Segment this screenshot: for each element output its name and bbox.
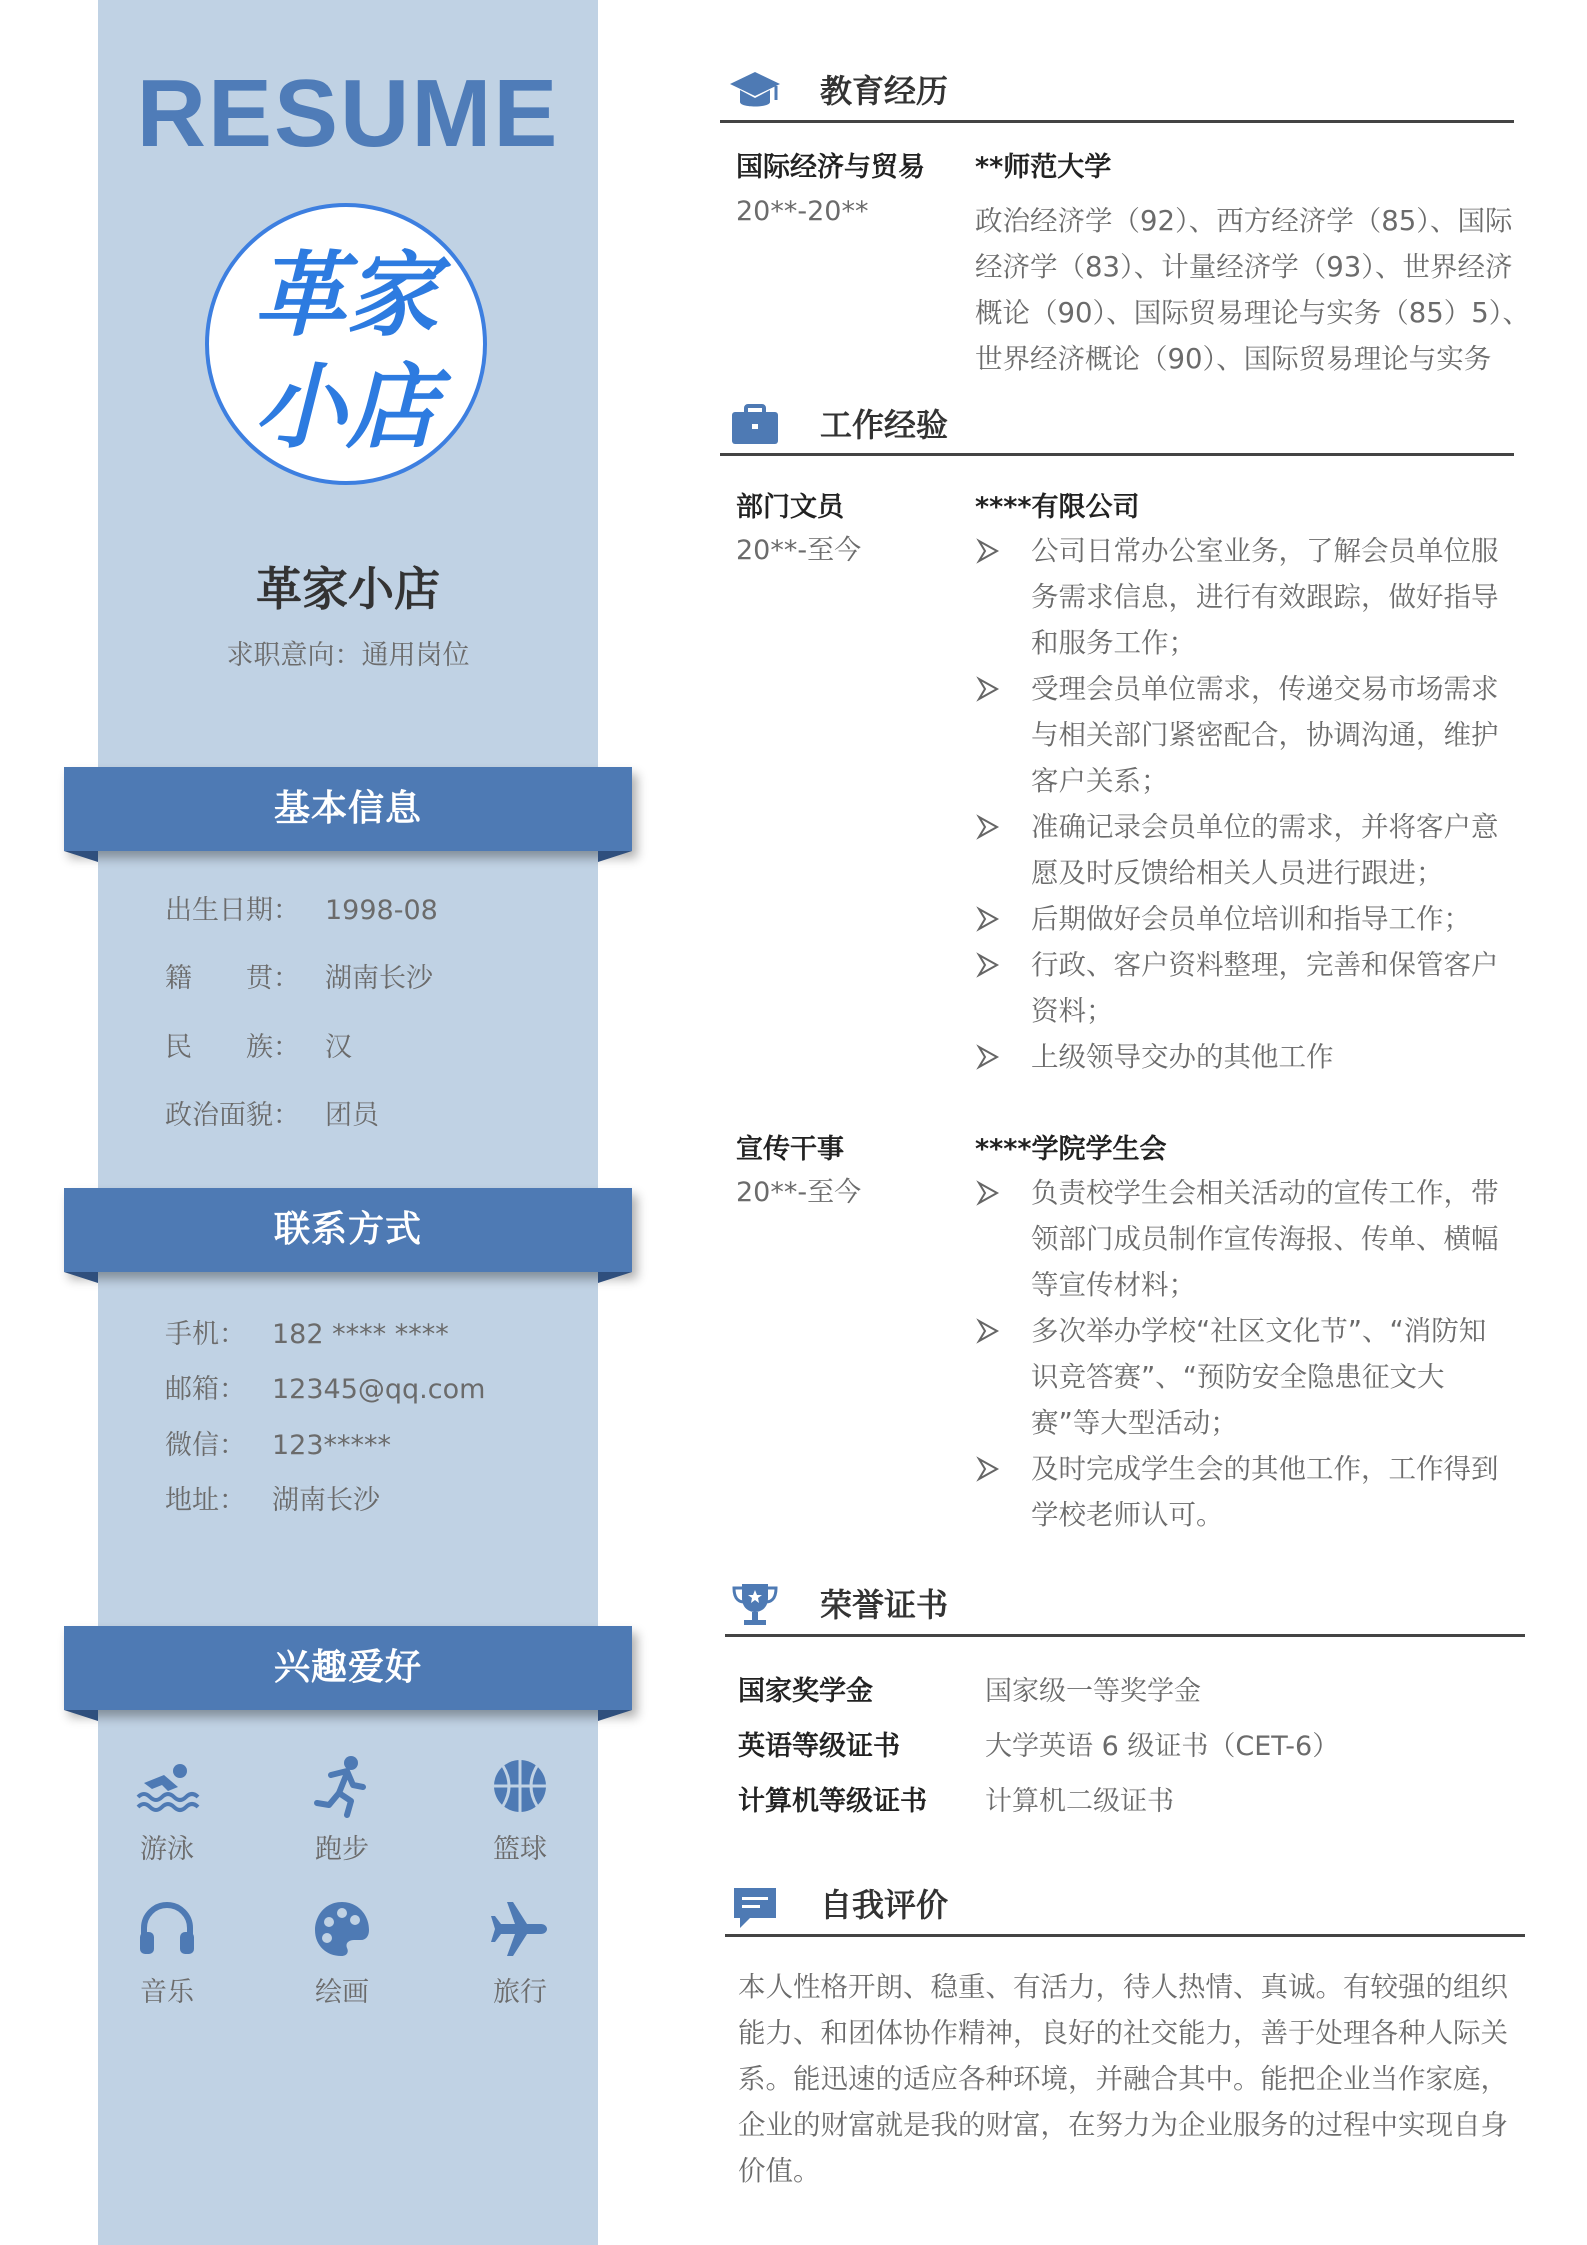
contact-row-phone (165, 1319, 449, 1351)
banner-fold-left (64, 1710, 98, 1721)
logo-line-1: 革家 (253, 241, 439, 349)
contact-row-wechat (165, 1430, 392, 1462)
job-org: ****学院学生会 (975, 1134, 1167, 1165)
section-divider (725, 1934, 1525, 1937)
list-item (975, 1446, 1500, 1538)
list-item (975, 528, 1500, 666)
arrow-bullet-icon (975, 666, 1015, 712)
education-title: 教育经历 (820, 72, 949, 110)
info-value: 汉 (325, 1032, 352, 1063)
hobby-basketball (460, 1753, 580, 1866)
job-role: 部门文员 (736, 492, 844, 523)
basketball-icon (487, 1753, 553, 1819)
contact-row-email (165, 1374, 486, 1406)
contact-row-address (165, 1485, 380, 1517)
list-item (975, 666, 1500, 804)
trophy-icon (728, 1578, 782, 1632)
honor-label: 国家奖学金 (738, 1676, 873, 1707)
info-value: 1998-08 (325, 895, 438, 926)
work-title: 工作经验 (820, 406, 949, 444)
info-label: 民 族： (165, 1032, 300, 1063)
job-period: 20**-至今 (736, 1177, 862, 1208)
education-major: 国际经济与贸易 (736, 152, 925, 183)
contact-label: 地址： (165, 1485, 246, 1516)
duty-text: 负责校学生会相关活动的宣传工作，带领部门成员制作宣传海报、传单、横幅等宣传材料； (1031, 1177, 1499, 1301)
hobby-label: 旅行 (493, 1977, 547, 2008)
list-item (975, 1170, 1500, 1308)
hobby-label: 篮球 (493, 1834, 547, 1865)
graduation-cap-icon (728, 64, 782, 118)
education-period: 20**-20** (736, 196, 869, 227)
info-value: 团员 (325, 1100, 379, 1131)
self-eval-title: 自我评价 (820, 1886, 949, 1924)
info-row-birth (165, 895, 438, 927)
contact-label: 微信： (165, 1430, 246, 1461)
contact-banner (64, 1188, 632, 1272)
course-line: 概论（90）、国际贸易理论与实务（85）5）、 (975, 297, 1530, 329)
hobby-label: 游泳 (140, 1834, 194, 1865)
education-school: **师范大学 (975, 152, 1112, 183)
section-divider (725, 1634, 1525, 1637)
honors-title: 荣誉证书 (820, 1586, 949, 1624)
basic-info-title: 基本信息 (273, 788, 422, 829)
contact-label: 邮箱： (165, 1374, 246, 1405)
hobbies-title: 兴趣爱好 (273, 1647, 422, 1688)
job-org: ****有限公司 (975, 492, 1140, 523)
honor-value: 大学英语 6 级证书（CET-6） (985, 1731, 1340, 1762)
banner-fold-right (598, 1272, 632, 1283)
comment-icon (728, 1880, 782, 1934)
honor-label: 计算机等级证书 (738, 1786, 927, 1817)
duty-text: 上级领导交办的其他工作 (1031, 1041, 1334, 1073)
section-divider (720, 120, 1514, 123)
arrow-bullet-icon (975, 804, 1015, 850)
duty-text: 行政、客户资料整理，完善和保管客户资料； (1031, 949, 1499, 1027)
arrow-bullet-icon (975, 942, 1015, 988)
job-duties-list (975, 1170, 1500, 1538)
banner-fold-right (598, 1710, 632, 1721)
section-divider (720, 453, 1514, 456)
contact-value: 12345@qq.com (272, 1374, 486, 1405)
duty-text: 准确记录会员单位的需求，并将客户意愿及时反馈给相关人员进行跟进； (1031, 811, 1499, 889)
logo-line-2: 小店 (253, 353, 439, 461)
headphones-icon (134, 1896, 200, 1962)
job-duties-list (975, 528, 1500, 1080)
info-label: 出生日期： (165, 895, 300, 926)
duty-text: 公司日常办公室业务，了解会员单位服务需求信息，进行有效跟踪，做好指导和服务工作； (1031, 535, 1499, 659)
running-icon (309, 1753, 375, 1819)
basic-info-banner (64, 767, 632, 851)
contact-value: 182 **** **** (272, 1319, 449, 1350)
duty-text: 多次举办学校“社区文化节”、“消防知识竞答赛”、“预防安全隐患征文大赛”等大型活动； (1031, 1315, 1487, 1439)
duty-text: 及时完成学生会的其他工作，工作得到学校老师认可。 (1031, 1453, 1499, 1531)
resume-heading: RESUME (136, 60, 560, 167)
hobby-running (282, 1753, 402, 1866)
info-row-political (165, 1100, 379, 1132)
info-label: 籍 贯： (165, 963, 300, 994)
job-period: 20**-至今 (736, 535, 862, 566)
hobby-painting (282, 1896, 402, 2009)
hobby-label: 跑步 (315, 1834, 369, 1865)
banner-fold-right (598, 851, 632, 862)
arrow-bullet-icon (975, 1034, 1015, 1080)
hobby-label: 绘画 (315, 1977, 369, 2008)
info-row-ethnicity (165, 1032, 352, 1064)
hobbies-banner (64, 1626, 632, 1710)
swimming-icon (134, 1753, 200, 1819)
arrow-bullet-icon (975, 1308, 1015, 1354)
course-line: 政治经济学（92）、西方经济学（85）、国际 (975, 205, 1513, 237)
duty-text: 后期做好会员单位培训和指导工作； (1031, 903, 1471, 935)
contact-label: 手机： (165, 1319, 246, 1350)
info-row-origin (165, 963, 433, 995)
contact-value: 湖南长沙 (272, 1485, 380, 1516)
hobby-travel (460, 1896, 580, 2009)
list-item (975, 942, 1500, 1034)
hobby-label: 音乐 (140, 1977, 194, 2008)
hobby-music (107, 1896, 227, 2009)
contact-title: 联系方式 (273, 1209, 422, 1250)
list-item (975, 1308, 1500, 1446)
banner-fold-left (64, 851, 98, 862)
arrow-bullet-icon (975, 1446, 1015, 1492)
briefcase-icon (728, 398, 782, 452)
info-value: 湖南长沙 (325, 963, 433, 994)
hobby-swimming (107, 1753, 227, 1866)
honor-value: 国家级一等奖学金 (985, 1676, 1201, 1707)
banner-fold-left (64, 1272, 98, 1283)
list-item (975, 896, 1500, 942)
shop-logo (205, 203, 487, 485)
self-eval-text: 本人性格开朗、稳重、有活力，待人热情、真诚。有较强的组织能力、和团体协作精神，良好的社交能力，善于处理各种人际关系。能迅速的适应各种环境，并融合其中。能把企业当作家庭，企业的财富就是我的财富，在努力为企业服务的过程中实现自身价值。 (738, 1971, 1508, 2187)
honor-label: 英语等级证书 (738, 1731, 900, 1762)
job-intent: 求职意向：通用岗位 (226, 640, 470, 671)
course-line: 经济学（83）、计量经济学（93）、世界经济 (975, 251, 1513, 283)
course-line: 世界经济概论（90）、国际贸易理论与实务 (975, 343, 1492, 375)
arrow-bullet-icon (975, 528, 1015, 574)
honor-value: 计算机二级证书 (985, 1786, 1174, 1817)
education-courses (975, 198, 1530, 382)
info-label: 政治面貌： (165, 1100, 300, 1131)
arrow-bullet-icon (975, 896, 1015, 942)
job-role: 宣传干事 (736, 1134, 844, 1165)
palette-icon (309, 1896, 375, 1962)
list-item (975, 804, 1500, 896)
arrow-bullet-icon (975, 1170, 1015, 1216)
contact-value: 123***** (272, 1430, 392, 1461)
duty-text: 受理会员单位需求，传递交易市场需求与相关部门紧密配合，协调沟通，维护客户关系； (1031, 673, 1499, 797)
list-item (975, 1034, 1500, 1080)
airplane-icon (487, 1896, 553, 1962)
candidate-name: 革家小店 (256, 562, 440, 616)
